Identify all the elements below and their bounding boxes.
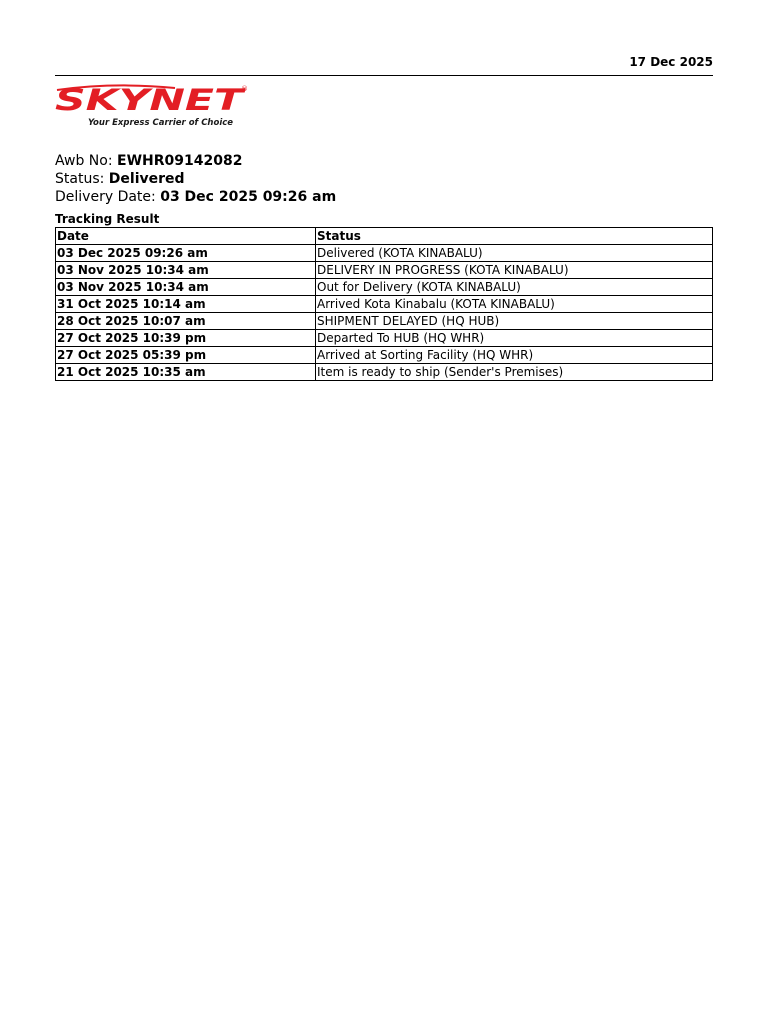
tracking-result-title: Tracking Result (55, 212, 160, 226)
delivery-date-row (55, 188, 336, 206)
row-date: 03 Nov 2025 10:34 am (56, 279, 316, 296)
delivery-date-value: 03 Dec 2025 09:26 am (160, 189, 337, 205)
row-date: 28 Oct 2025 10:07 am (56, 313, 316, 330)
row-status: Out for Delivery (KOTA KINABALU) (316, 279, 713, 296)
status-row (55, 170, 336, 188)
table-row (56, 330, 713, 347)
row-date: 03 Dec 2025 09:26 am (56, 245, 316, 262)
row-date: 31 Oct 2025 10:14 am (56, 296, 316, 313)
tracking-table (55, 227, 713, 381)
header-divider (55, 75, 713, 76)
delivery-date-label: Delivery Date: (55, 189, 161, 205)
awb-row (55, 152, 336, 170)
row-status: Item is ready to ship (Sender's Premises) (316, 364, 713, 381)
row-status: SHIPMENT DELAYED (HQ HUB) (316, 313, 713, 330)
row-date: 27 Oct 2025 10:39 pm (56, 330, 316, 347)
row-date: 27 Oct 2025 05:39 pm (56, 347, 316, 364)
table-row (56, 364, 713, 381)
row-date: 03 Nov 2025 10:34 am (56, 262, 316, 279)
table-header-row (56, 228, 713, 245)
row-date: 21 Oct 2025 10:35 am (56, 364, 316, 381)
row-status: Delivered (KOTA KINABALU) (316, 245, 713, 262)
column-header-date: Date (56, 228, 316, 245)
logo-tagline: Your Express Carrier of Choice (88, 118, 234, 128)
table-row (56, 245, 713, 262)
row-status: DELIVERY IN PROGRESS (KOTA KINABALU) (316, 262, 713, 279)
row-status: Arrived at Sorting Facility (HQ WHR) (316, 347, 713, 364)
shipment-info (55, 152, 336, 206)
column-header-status: Status (316, 228, 713, 245)
row-status: Arrived Kota Kinabalu (KOTA KINABALU) (316, 296, 713, 313)
skynet-logo (55, 82, 255, 130)
table-row (56, 313, 713, 330)
table-row (56, 296, 713, 313)
status-label: Status: (55, 171, 109, 187)
logo-brand-text: SKYNET (55, 83, 247, 117)
awb-label: Awb No: (55, 153, 118, 169)
awb-value: EWHR09142082 (117, 153, 243, 169)
table-row (56, 347, 713, 364)
table-row (56, 262, 713, 279)
row-status: Departed To HUB (HQ WHR) (316, 330, 713, 347)
status-value: Delivered (108, 171, 185, 187)
logo-registered-mark: ® (241, 85, 248, 93)
table-row (56, 279, 713, 296)
print-date: 17 Dec 2025 (629, 55, 713, 69)
